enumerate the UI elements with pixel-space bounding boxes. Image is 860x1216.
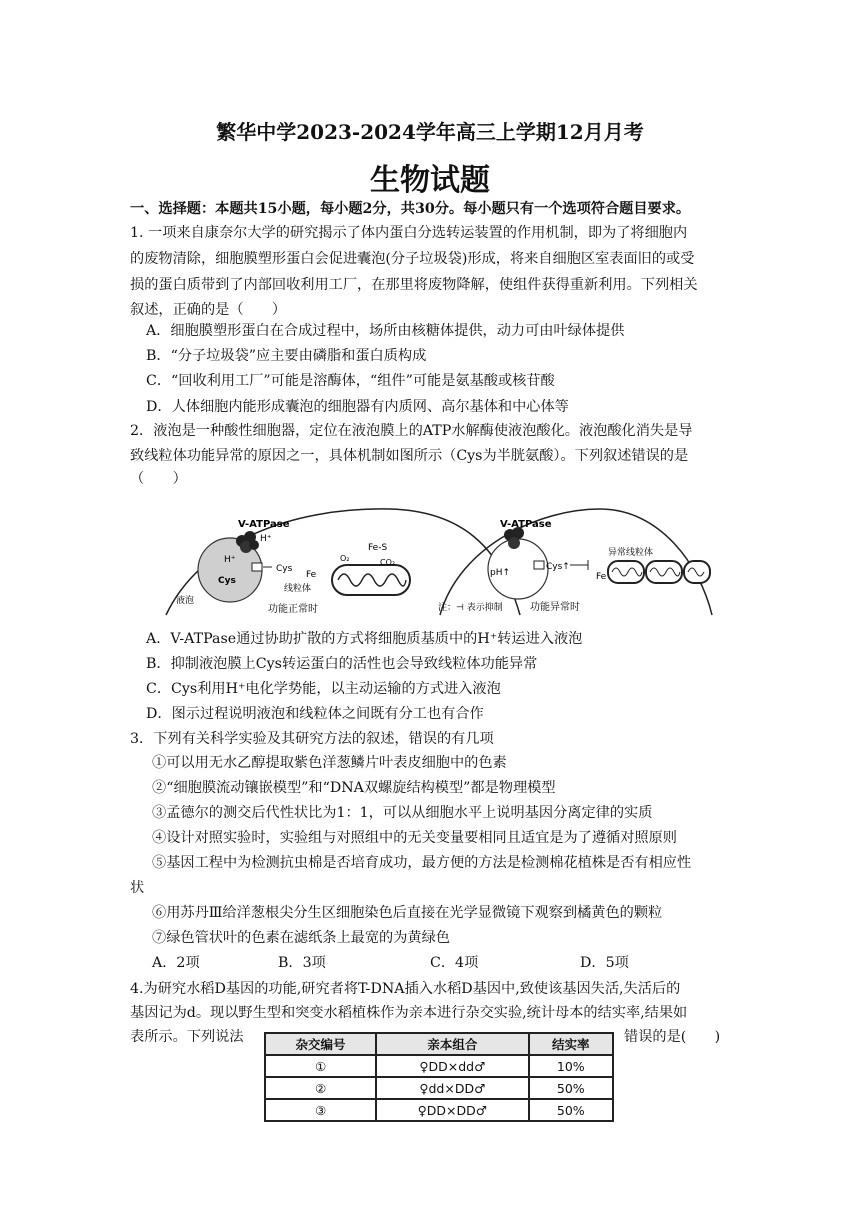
table-row — [265, 1099, 613, 1121]
table-row — [265, 1055, 613, 1077]
header-cross-id: 杂交编号 — [265, 1033, 376, 1055]
question-text-tail-left: 表所示。下列说法 — [130, 1029, 244, 1045]
co2-label: CO₂ — [380, 558, 396, 567]
question-text-line: 基因记为d。现以野生型和突变水稻植株作为亲本进行杂交实验,统计母本的结实率,结果如 — [130, 1005, 688, 1021]
statement-2: ②“细胞膜流动镶嵌模型”和“DNA双螺旋结构模型”都是物理模型 — [152, 780, 556, 796]
option-d: D．图示过程说明液泡和线粒体之间既有分工也有合作 — [146, 706, 484, 722]
vacuole-label: 液泡 — [176, 596, 195, 606]
cross-results-table — [264, 1032, 614, 1122]
statement-4: ④设计对照实验时，实验组与对照组中的无关变量要相同且适宜是为了遵循对照原则 — [152, 830, 677, 846]
question-text-line: 1. 一项来自康奈尔大学的研究揭示了体内蛋白分选转运装置的作用机制，即为了将细胞内 — [130, 225, 688, 241]
cys-transporter — [252, 563, 262, 571]
option-b: B．抑制液泡膜上Cys转运蛋白的活性也会导致线粒体功能异常 — [146, 656, 538, 672]
question-text-line: 4.为研究水稻D基因的功能,研究者将T-DNA插入水稻D基因中,致使该基因失活,失活后的 — [130, 981, 681, 997]
fe-s-label: Fe-S — [368, 543, 388, 553]
statement-7: ⑦绿色管状叶的色素在滤纸条上最宽的为黄绿色 — [152, 930, 450, 946]
table-header-row — [265, 1033, 613, 1055]
subject-title: 生物试题 — [370, 163, 490, 198]
question-text-tail-right: 错误的是( ) — [624, 1029, 721, 1045]
question-text-line: （ ） — [130, 471, 187, 487]
statement-6: ⑥用苏丹Ⅲ给洋葱根尖分生区细胞染色后直接在光学显微镜下观察到橘黄色的颗粒 — [152, 905, 663, 921]
table-cell: ③ — [265, 1099, 376, 1121]
option-d: D．5项 — [580, 955, 629, 971]
cys-out-label: Cys — [276, 564, 293, 574]
question-text-line: 叙述，正确的是（ ） — [130, 302, 287, 318]
option-c: C．Cys利用H⁺电化学势能，以主动运输的方式进入液泡 — [146, 681, 501, 697]
table-cell: ♀dd×DD♂ — [376, 1077, 528, 1099]
table-cell: ♀DD×dd♂ — [376, 1055, 528, 1077]
h-out-label: H⁺ — [260, 534, 272, 544]
h-in-label: H⁺ — [224, 555, 236, 565]
header-seed-set: 结实率 — [529, 1033, 613, 1055]
statement-3: ③孟德尔的测交后代性状比为1：1，可以从细胞水平上说明基因分离定律的实质 — [152, 805, 653, 821]
option-d: D．人体细胞内能形成囊泡的细胞器有内质网、高尔基体和中心体等 — [146, 399, 569, 415]
question-text-line: 的废物清除，细胞膜塑形蛋白会促进囊泡(分子垃圾袋)形成，将来自细胞区室表面旧的或受 — [130, 251, 695, 267]
table-cell: 50% — [529, 1077, 613, 1099]
abnormal-caption: 功能异常时 — [530, 602, 580, 613]
table-cell: 10% — [529, 1055, 613, 1077]
cys-in-label: Cys — [218, 576, 236, 586]
v-atpase-label: V-ATPase — [500, 519, 552, 530]
cys-label: Cys↑ — [546, 562, 570, 572]
header-parents: 亲本组合 — [376, 1033, 528, 1055]
statement-5-cont: 状 — [130, 880, 145, 896]
v-atpase-label: V-ATPase — [238, 519, 290, 530]
option-b: B．3项 — [278, 955, 326, 971]
vacuole-mitochondria-figure — [160, 505, 720, 617]
exam-title: 繁华中学2023-2024学年高三上学期12月月考 — [216, 120, 644, 144]
abnormal-mitochondria — [608, 561, 710, 583]
fe-label: Fe — [306, 570, 317, 580]
table-cell: 50% — [529, 1099, 613, 1121]
option-c: C．4项 — [430, 955, 479, 971]
option-c: C．“回收利用工厂”可能是溶酶体，“组件”可能是氨基酸或核苷酸 — [146, 373, 555, 389]
inhibit-note: 注：⊣ 表示抑制 — [438, 603, 503, 613]
table-cell: ② — [265, 1077, 376, 1099]
normal-caption: 功能正常时 — [268, 604, 318, 615]
table-cell: ♀DD×DD♂ — [376, 1099, 528, 1121]
question-text-line: 2．液泡是一种酸性细胞器，定位在液泡膜上的ATP水解酶使液泡酸化。液泡酸化消失是导 — [130, 423, 693, 439]
fe-label: Fe — [596, 572, 607, 582]
ph-label: pH↑ — [490, 568, 511, 578]
o2-label: O₂ — [340, 554, 350, 563]
question-stem: 3．下列有关科学实验及其研究方法的叙述，错误的有几项 — [130, 731, 494, 747]
cys-transporter — [534, 561, 544, 569]
statement-1: ①可以用无水乙醇提取紫色洋葱鳞片叶表皮细胞中的色素 — [152, 755, 507, 771]
question-text-line: 致线粒体功能异常的原因之一，具体机制如图所示（Cys为半胱氨酸）。下列叙述错误的是 — [130, 448, 689, 464]
table-cell: ① — [265, 1055, 376, 1077]
abnormal-mito-label: 异常线粒体 — [608, 548, 654, 558]
section-heading: 一、选择题：本题共15小题，每小题2分，共30分。每小题只有一个选项符合题目要求。 — [130, 201, 691, 217]
mitochondrion-label: 线粒体 — [284, 584, 312, 594]
option-a: A．V-ATPase通过协助扩散的方式将细胞质基质中的H⁺转运进入液泡 — [146, 631, 583, 647]
option-a: A．细胞膜塑形蛋白在合成过程中，场所由核糖体提供，动力可由叶绿体提供 — [146, 323, 625, 339]
table-row — [265, 1077, 613, 1099]
statement-5: ⑤基因工程中为检测抗虫棉是否培育成功，最方便的方法是检测棉花植株是否有相应性 — [152, 855, 692, 871]
option-b: B．“分子垃圾袋”应主要由磷脂和蛋白质构成 — [146, 348, 427, 364]
option-a: A．2项 — [152, 955, 200, 971]
question-text-line: 损的蛋白质带到了内部回收利用工厂，在那里将废物降解，使组件获得重新利用。下列相关 — [130, 277, 698, 293]
